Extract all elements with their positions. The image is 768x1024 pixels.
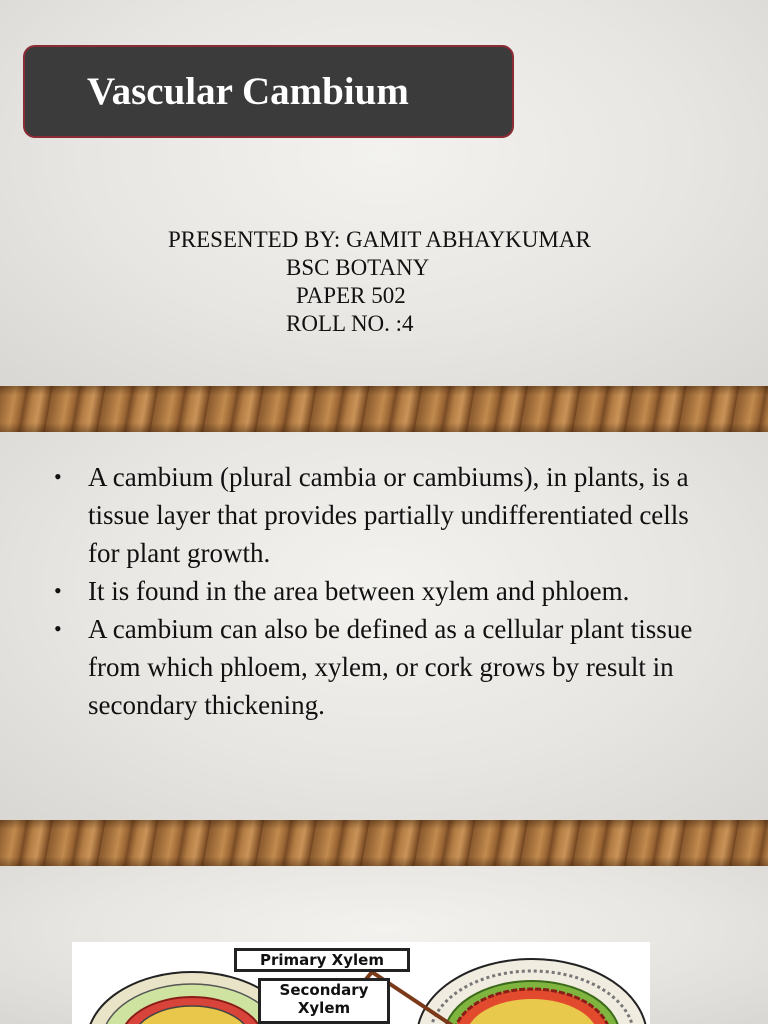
- bullet-icon: •: [54, 616, 62, 641]
- bullet-icon: •: [54, 578, 62, 603]
- bullet-icon: •: [54, 464, 62, 489]
- label-secondary-xylem: [258, 978, 390, 1024]
- slide-definition: [0, 432, 768, 820]
- bullet-item: [54, 458, 714, 572]
- label-primary-xylem: Primary Xylem: [234, 948, 410, 972]
- presenter-info: [168, 226, 668, 338]
- bullet-list: [54, 458, 714, 724]
- bullet-text: It is found in the area between xylem and phloem.: [88, 576, 630, 606]
- wood-floor-divider: [0, 386, 768, 432]
- degree-line: BSC BOTANY: [286, 255, 430, 280]
- label-secondary-xylem-line2: Xylem: [297, 999, 351, 1017]
- bullet-item: [54, 572, 714, 610]
- presenter-line: PRESENTED BY: GAMIT ABHAYKUMAR: [168, 227, 591, 252]
- roll-line: ROLL NO. :4: [286, 311, 414, 336]
- stem-cross-section-diagram: [72, 942, 650, 1024]
- wood-floor-divider: [0, 820, 768, 866]
- title-banner: [23, 45, 514, 138]
- bullet-text: A cambium can also be defined as a cellular plant tissue from which phloem, xylem, or cork grows by result in secondary thickening.: [88, 614, 693, 720]
- label-secondary-xylem-line1: Secondary: [279, 981, 369, 999]
- bullet-item: [54, 610, 714, 724]
- slide-title-text: Vascular Cambium: [87, 70, 409, 113]
- slide-title: [0, 0, 768, 386]
- bullet-text: A cambium (plural cambia or cambiums), in plants, is a tissue layer that provides partially undifferentiated cells for plant growth.: [88, 462, 689, 568]
- slide-diagram: [0, 866, 768, 1024]
- paper-line: PAPER 502: [296, 283, 406, 308]
